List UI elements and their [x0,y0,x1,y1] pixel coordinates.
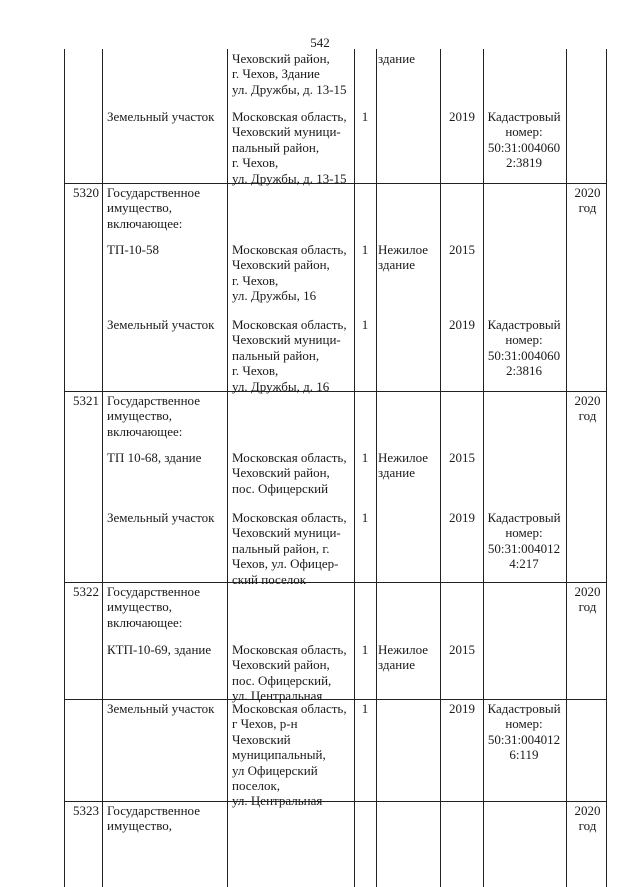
year-cell: 2019 [449,109,475,124]
object-kind-cell: Нежилое здание [378,450,429,481]
quantity-cell: 1 [361,701,369,716]
year-cell: 2015 [449,450,475,465]
cadastre-cell: Кадастровый номер: 50:31:004060 2:3816 [487,317,561,379]
row-title: Государственное имущество, включающее: [107,584,200,630]
address-cell: Московская область, Чеховский муници- пальный район, г. Чехов, ул. Офицер- ский поселок [232,510,347,587]
address-cell: Московская область, Чеховский муници- пальный район, г. Чехов, ул. Дружбы, д. 13-15 [232,109,347,186]
year-cell: 2019 [449,317,475,332]
address-cell: Чеховский район, г. Чехов, Здание ул. Дружбы, д. 13-15 [232,51,347,97]
plan-year-cell: 2020 год [574,584,601,615]
quantity-cell: 1 [361,242,369,257]
plan-year-cell: 2020 год [574,803,601,834]
page-number: 542 [310,35,330,50]
object-name-cell: Земельный участок [107,317,215,332]
quantity-cell: 1 [361,642,369,657]
object-kind-cell: Нежилое здание [378,642,429,673]
year-cell: 2019 [449,510,475,525]
object-kind-cell: здание [378,51,415,66]
object-name-cell: Земельный участок [107,510,215,525]
year-cell: 2015 [449,642,475,657]
row-number: 5322 [73,584,99,599]
address-cell: Московская область, Чеховский район, г. Чехов, ул. Дружбы, 16 [232,242,347,304]
object-name-cell: ТП 10-68, здание [107,450,202,465]
quantity-cell: 1 [361,510,369,525]
property-table [64,49,607,887]
object-name-cell: ТП-10-58 [107,242,159,257]
plan-year-cell: 2020 год [574,393,601,424]
object-name-cell: Земельный участок [107,701,215,716]
object-kind-cell: Нежилое здание [378,242,429,273]
row-number: 5321 [73,393,99,408]
quantity-cell: 1 [361,450,369,465]
address-cell: Московская область, Чеховский район, пос. Офицерский, ул. Центральная [232,642,347,704]
row-title: Государственное имущество, включающее: [107,185,200,231]
object-name-cell: КТП-10-69, здание [107,642,212,657]
address-cell: Московская область, г Чехов, р-н Чеховский муниципальный, ул Офицерский поселок, ул. Центральная [232,701,347,809]
row-title: Государственное имущество, [107,803,200,834]
quantity-cell: 1 [361,109,369,124]
cadastre-cell: Кадастровый номер: 50:31:004012 4:217 [487,510,561,572]
row-number: 5320 [73,185,99,200]
object-name-cell: Земельный участок [107,109,215,124]
quantity-cell: 1 [361,317,369,332]
row-title: Государственное имущество, включающее: [107,393,200,439]
address-cell: Московская область, Чеховский муници- пальный район, г. Чехов, ул. Дружбы, д. 16 [232,317,347,394]
plan-year-cell: 2020 год [574,185,601,216]
year-cell: 2015 [449,242,475,257]
cadastre-cell: Кадастровый номер: 50:31:004012 6:119 [487,701,561,763]
cadastre-cell: Кадастровый номер: 50:31:004060 2:3819 [487,109,561,171]
row-number: 5323 [73,803,99,818]
address-cell: Московская область, Чеховский район, пос. Офицерский [232,450,347,496]
year-cell: 2019 [449,701,475,716]
